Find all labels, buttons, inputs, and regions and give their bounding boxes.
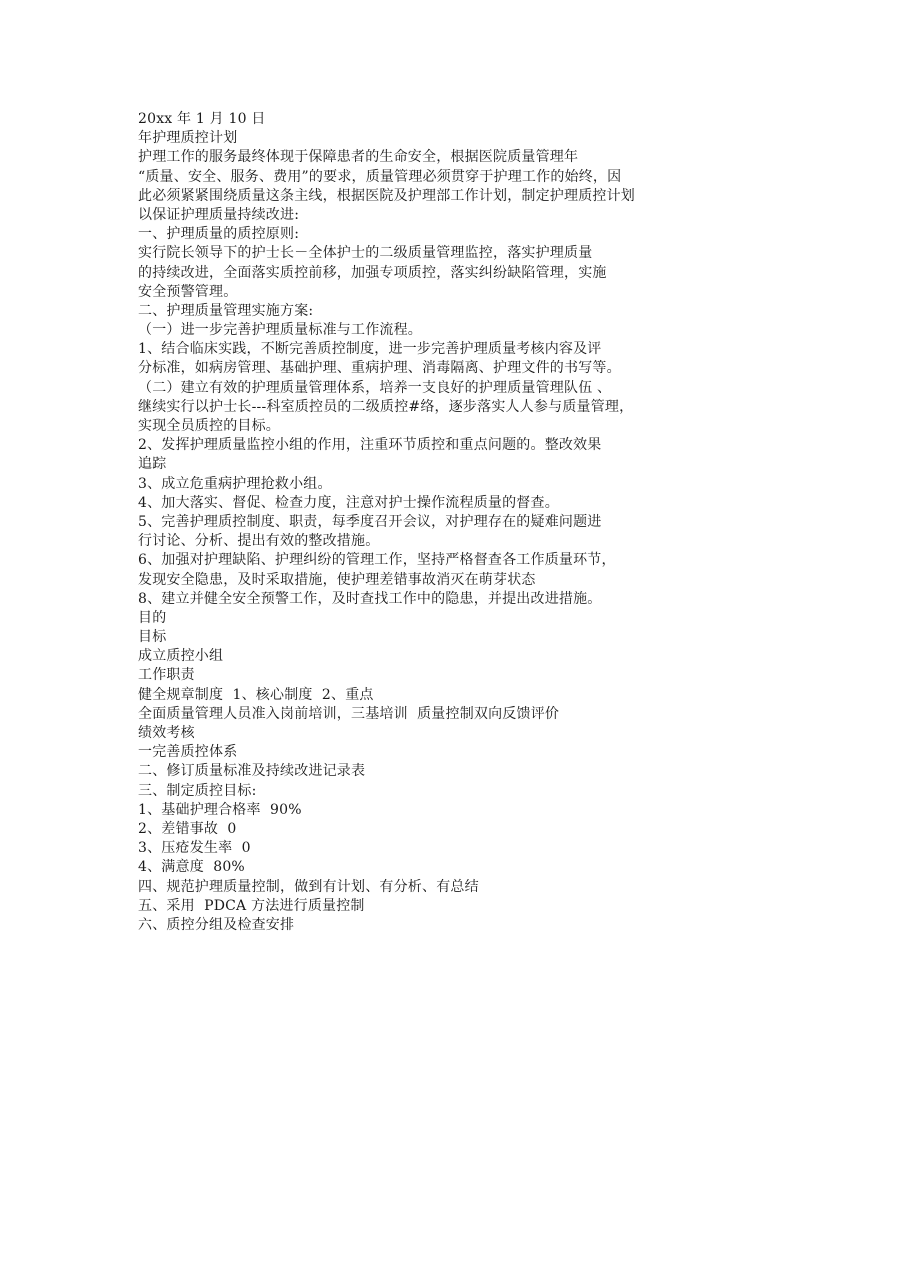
text-line: 1、基础护理合格率 90% bbox=[138, 801, 302, 818]
text-line: 工作职责 bbox=[138, 667, 195, 684]
section-heading: 二、护理质量管理实施方案: bbox=[138, 302, 314, 319]
text-line: 此必须紧紧围绕质量这条主线，根据医院及护理部工作计划，制定护理质控计划 bbox=[138, 187, 635, 204]
text-line: 实现全员质控的目标。 bbox=[138, 418, 280, 434]
section-heading: 一、护理质量的质控原则: bbox=[138, 226, 300, 243]
document-date: 20xx 年 1 月 10 日 bbox=[138, 111, 266, 127]
subsection-heading: （一）进一步完善护理质量标准与工作流程。 bbox=[138, 322, 422, 339]
text-line: 二、修订质量标准及持续改进记录表 bbox=[138, 763, 366, 780]
text-line: 4、满意度 80% bbox=[138, 859, 245, 876]
text-line: 3、成立危重病护理抢救小组。 bbox=[138, 475, 332, 492]
text-line: 5、完善护理质控制度、职责，每季度召开会议，对护理存在的疑难问题进 bbox=[138, 513, 602, 530]
text-line: 一完善质控体系 bbox=[138, 744, 238, 761]
text-line: 8、建立并健全安全预警工作，及时查找工作中的隐患，并提出改进措施。 bbox=[138, 590, 602, 607]
document-body bbox=[138, 110, 778, 935]
text-line: 继续实行以护士长---科室质控员的二级质控#络，逐步落实人人参与质量管理， bbox=[138, 398, 634, 415]
text-line: 护理工作的服务最终体现于保障患者的生命安全，根据医院质量管理年 bbox=[138, 149, 579, 166]
text-line: 4、加大落实、督促、检查力度，注意对护士操作流程质量的督查。 bbox=[138, 494, 559, 511]
text-line: 追踪 bbox=[138, 456, 167, 473]
text-line: 四、规范护理质量控制，做到有计划、有分析、有总结 bbox=[138, 878, 479, 895]
text-line: 目标 bbox=[138, 629, 167, 646]
text-line: “质量、安全、服务、费用”的要求，质量管理必须贯穿于护理工作的始终，因 bbox=[138, 168, 622, 185]
text-line: 以保证护理质量持续改进: bbox=[138, 206, 300, 223]
document-title: 年护理质控计划 bbox=[138, 130, 238, 147]
text-line: 三、制定质控目标: bbox=[138, 782, 257, 799]
text-line: 目的 bbox=[138, 609, 167, 626]
text-line: 五、采用 PDCA 方法进行质量控制 bbox=[138, 897, 365, 914]
text-line: 行讨论、分析、提出有效的整改措施。 bbox=[138, 533, 380, 550]
text-line: 全面质量管理人员准入岗前培训，三基培训 质量控制双向反馈评价 bbox=[138, 705, 560, 722]
text-line: 分标准，如病房管理、基础护理、重病护理、消毒隔离、护理文件的书写等。 bbox=[138, 360, 621, 377]
text-line: 绩效考核 bbox=[138, 725, 195, 741]
text-line: 六、质控分组及检查安排 bbox=[138, 916, 295, 933]
text-line: 1、结合临床实践，不断完善质控制度，进一步完善护理质量考核内容及评 bbox=[138, 341, 602, 358]
text-line: 健全规章制度 1、核心制度 2、重点 bbox=[138, 686, 374, 703]
text-line: 3、压疮发生率 0 bbox=[138, 840, 251, 857]
text-line: 的持续改进，全面落实质控前移，加强专项质控，落实纠纷缺陷管理，实施 bbox=[138, 264, 607, 281]
text-line: 发现安全隐患，及时采取措施，使护理差错事故消灭在萌芽状态 bbox=[138, 571, 536, 588]
text-line: 成立质控小组 bbox=[138, 648, 224, 665]
text-line: 安全预警管理。 bbox=[138, 283, 238, 300]
text-line: 2、差错事故 0 bbox=[138, 820, 237, 837]
subsection-heading: （二）建立有效的护理质量管理体系，培养一支良好的护理质量管理队伍 、 bbox=[138, 379, 612, 396]
text-line: 6、加强对护理缺陷、护理纠纷的管理工作，坚持严格督查各工作质量环节， bbox=[138, 552, 616, 569]
text-line: 实行院长领导下的护士长－全体护士的二级质量管理监控，落实护理质量 bbox=[138, 245, 593, 262]
text-line: 2、发挥护理质量监控小组的作用，注重环节质控和重点问题的。整改效果 bbox=[138, 437, 602, 454]
